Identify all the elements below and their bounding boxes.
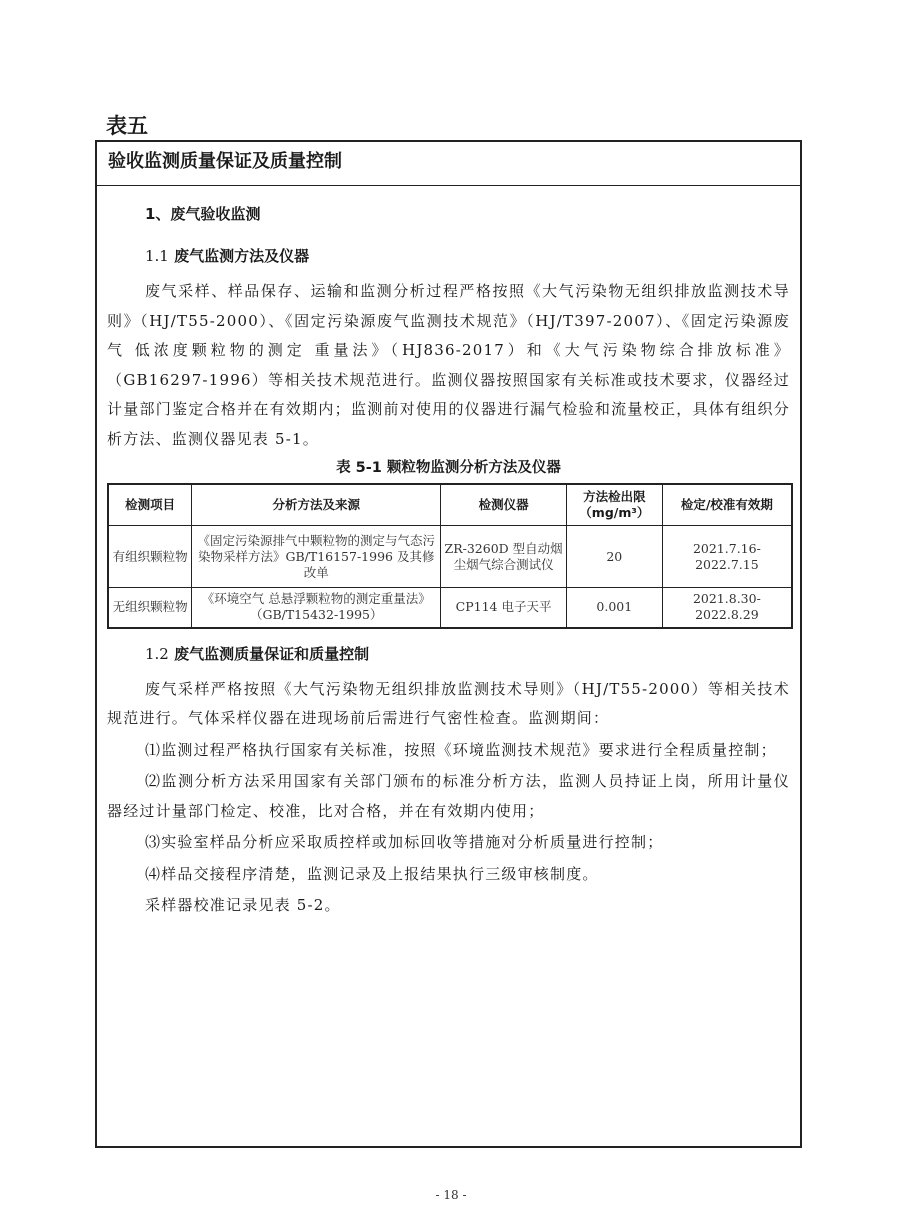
header-limit: 方法检出限（mg/m³） <box>566 484 662 526</box>
header-validity: 检定/校准有效期 <box>662 484 792 526</box>
heading-1-1-title: 废气监测方法及仪器 <box>174 247 310 265</box>
list-item: ⑵监测分析方法采用国家有关部门颁布的标准分析方法，监测人员持证上岗，所用计量仪器经过计量部门检定、校准，比对合格，并在有效期内使用； <box>107 772 790 820</box>
list-item: ⑷样品交接程序清楚，监测记录及上报结果执行三级审核制度。 <box>145 864 599 883</box>
section-title: 验收监测质量保证及质量控制 <box>97 142 800 186</box>
paragraph-methods: 废气采样、样品保存、运输和监测分析过程严格按照《大气污染物无组织排放监测技术导则》（HJ/T55-2000）、《固定污染源废气监测技术规范》（HJ/T397-2007）、《固定污染源废气 低浓度颗粒物的测定 重量法》（HJ836-2017）和《大气污染物综合排放标准》（GB16297-1996）等相关技术规范进行。监测仪器按照国家有关标准或技术要求，仪器经过计量部门鉴定合格并在有效期内；监测前对使用的仪器进行漏气检验和流量校正，具体有组织分析方法、监测仪器见表 5-1。 <box>107 282 790 448</box>
heading-waste-gas: 1、废气验收监测 <box>145 205 261 223</box>
content-frame <box>95 140 802 1148</box>
cell-method: 《固定污染源排气中颗粒物的测定与气态污染物采样方法》GB/T16157-1996 及其修改单 <box>192 526 441 588</box>
heading-1-1-number: 1.1 <box>145 247 169 265</box>
cell-limit: 20 <box>566 526 662 588</box>
list-item: ⑴监测过程严格执行国家有关标准，按照《环境监测技术规范》要求进行全程质量控制； <box>145 740 777 759</box>
cell-validity: 2021.8.30-2022.8.29 <box>662 588 792 628</box>
content-body <box>97 186 800 921</box>
table-label: 表五 <box>106 114 148 138</box>
heading-1-2-title: 废气监测质量保证和质量控制 <box>174 644 370 663</box>
list-item: ⑶实验室样品分析应采取质控样或加标回收等措施对分析质量进行控制； <box>145 833 664 851</box>
cell-instrument: ZR-3260D 型自动烟尘烟气综合测试仪 <box>441 526 567 588</box>
heading-1-2 <box>107 643 790 665</box>
heading-1-2-number: 1.2 <box>145 644 169 663</box>
cell-validity: 2021.7.16-2022.7.15 <box>662 526 792 588</box>
paragraph-calibration-note: 采样器校准记录见表 5-2。 <box>145 896 341 914</box>
cell-item: 有组织颗粒物 <box>108 526 192 588</box>
table-5-1 <box>107 483 793 629</box>
heading-1-1 <box>107 245 790 267</box>
header-instrument: 检测仪器 <box>441 484 567 526</box>
table-row <box>108 588 792 628</box>
page-number: - 18 - <box>435 1188 467 1202</box>
cell-method: 《环境空气 总悬浮颗粒物的测定重量法》（GB/T15432-1995） <box>192 588 441 628</box>
cell-item: 无组织颗粒物 <box>108 588 192 628</box>
table-5-1-caption: 表 5-1 颗粒物监测分析方法及仪器 <box>336 460 561 476</box>
cell-instrument: CP114 电子天平 <box>441 588 567 628</box>
cell-limit: 0.001 <box>566 588 662 628</box>
table-row <box>108 526 792 588</box>
paragraph-qa: 废气采样严格按照《大气污染物无组织排放监测技术导则》（HJ/T55-2000）等相关技术规范进行。气体采样仪器在进现场前后需进行气密性检查。监测期间： <box>107 679 790 727</box>
table-header-row <box>108 484 792 526</box>
header-item: 检测项目 <box>108 484 192 526</box>
header-method: 分析方法及来源 <box>192 484 441 526</box>
